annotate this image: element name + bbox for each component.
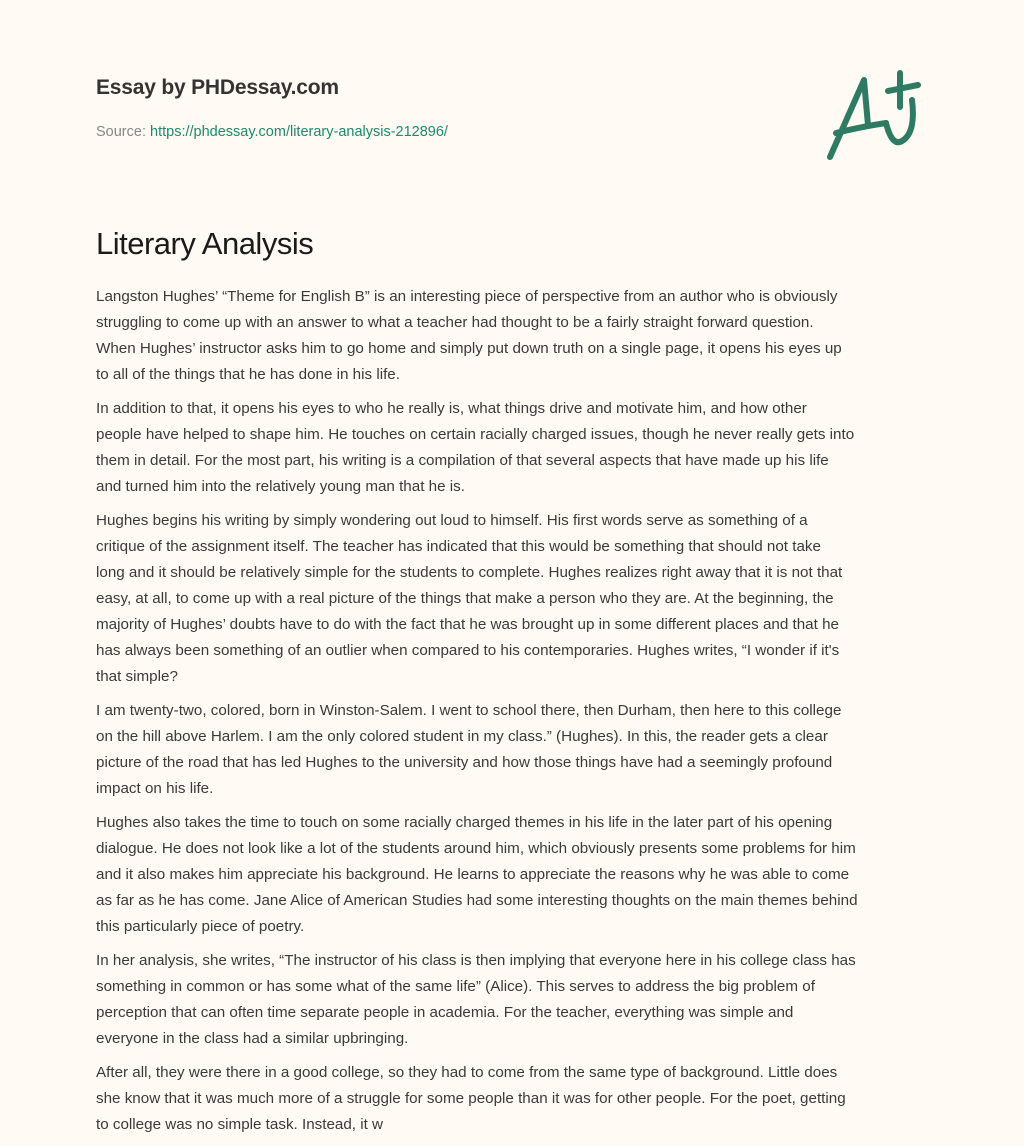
paragraph-line: critique of the assignment itself. The teacher has indicated that this would be something that should not take <box>96 538 821 555</box>
paragraph-line: and it also makes him appreciate his background. He learns to appreciate the reasons why he was able to come <box>96 866 850 883</box>
essay-paragraph <box>96 508 936 690</box>
essay-paragraph <box>96 1060 936 1138</box>
essay-paragraph <box>96 810 936 940</box>
paragraph-line: Langston Hughes’ “Theme for English B” is an interesting piece of perspective from an author who is obviously <box>96 288 838 305</box>
site-brand: Essay by PHDessay.com <box>96 76 339 99</box>
essay-paragraph <box>96 698 936 802</box>
paragraph-line: In addition to that, it opens his eyes to who he really is, what things drive and motivate him, and how other <box>96 400 807 417</box>
a-plus-logo-icon <box>820 65 930 170</box>
paragraph-line: as far as he has come. Jane Alice of American Studies had some interesting thoughts on the main themes behind <box>96 892 858 909</box>
paragraph-line: perception that can often time separate people in academia. For the teacher, everything was simple and <box>96 1004 794 1021</box>
paragraph-line: I am twenty-two, colored, born in Winston-Salem. I went to school there, then Durham, then here to this college <box>96 702 842 719</box>
paragraph-line: Hughes also takes the time to touch on some racially charged themes in his life in the later part of his opening <box>96 814 833 831</box>
paragraph-line: impact on his life. <box>96 780 214 797</box>
paragraph-line: When Hughes’ instructor asks him to go home and simply put down truth on a single page, it opens his eyes up <box>96 340 842 357</box>
source-link[interactable]: https://phdessay.com/literary-analysis-212896/ <box>150 124 448 140</box>
essay-paragraph <box>96 396 936 500</box>
paragraph-line: everyone in the class had a similar upbringing. <box>96 1030 409 1047</box>
paragraph-line: people have helped to shape him. He touches on certain racially charged issues, though he never really gets into <box>96 426 855 443</box>
paragraph-line: majority of Hughes’ doubts have to do with the fact that he was brought up in some different places and that he <box>96 616 839 633</box>
essay-body <box>96 284 936 1146</box>
paragraph-line: easy, at all, to come up with a real picture of the things that make a person who they are. At the beginning, the <box>96 590 834 607</box>
source-label: Source: <box>96 124 146 140</box>
paragraph-line: After all, they were there in a good college, so they had to come from the same type of background. Little does <box>96 1064 838 1081</box>
paragraph-line: to college was no simple task. Instead, it w <box>96 1116 384 1133</box>
paragraph-line: struggling to come up with an answer to what a teacher had thought to be a fairly straight forward question. <box>96 314 814 331</box>
paragraph-line: In her analysis, she writes, “The instructor of his class is then implying that everyone here in his college class has <box>96 952 856 969</box>
paragraph-line: to all of the things that he has done in his life. <box>96 366 400 383</box>
paragraph-line: long and it should be relatively simple for the students to complete. Hughes realizes right away that it is not that <box>96 564 843 581</box>
essay-paragraph <box>96 284 936 388</box>
paragraph-line: on the hill above Harlem. I am the only colored student in my class.” (Hughes). In this, the reader gets a clear <box>96 728 828 745</box>
paragraph-line: has always been something of an outlier when compared to his contemporaries. Hughes writes, “I wonder if it's <box>96 642 840 659</box>
essay-paragraph <box>96 948 936 1052</box>
essay-title: Literary Analysis <box>96 226 314 261</box>
paragraph-line: she know that it was much more of a struggle for some people than it was for other people. For the poet, getting <box>96 1090 846 1107</box>
paragraph-line: and turned him into the relatively young man that he is. <box>96 478 465 495</box>
paragraph-line: dialogue. He does not look like a lot of the students around him, which obviously presents some problems for him <box>96 840 856 857</box>
paragraph-line: picture of the road that has led Hughes to the university and how those things have had a seemingly profound <box>96 754 833 771</box>
paragraph-line: something in common or has some what of the same life” (Alice). This serves to address the big problem of <box>96 978 815 995</box>
paragraph-line: them in detail. For the most part, his writing is a compilation of that several aspects that have made up his life <box>96 452 829 469</box>
paragraph-line: this particularly piece of poetry. <box>96 918 305 935</box>
source-line <box>96 124 448 140</box>
paragraph-line: that simple? <box>96 668 178 685</box>
paragraph-line: Hughes begins his writing by simply wondering out loud to himself. His first words serve as something of a <box>96 512 808 529</box>
